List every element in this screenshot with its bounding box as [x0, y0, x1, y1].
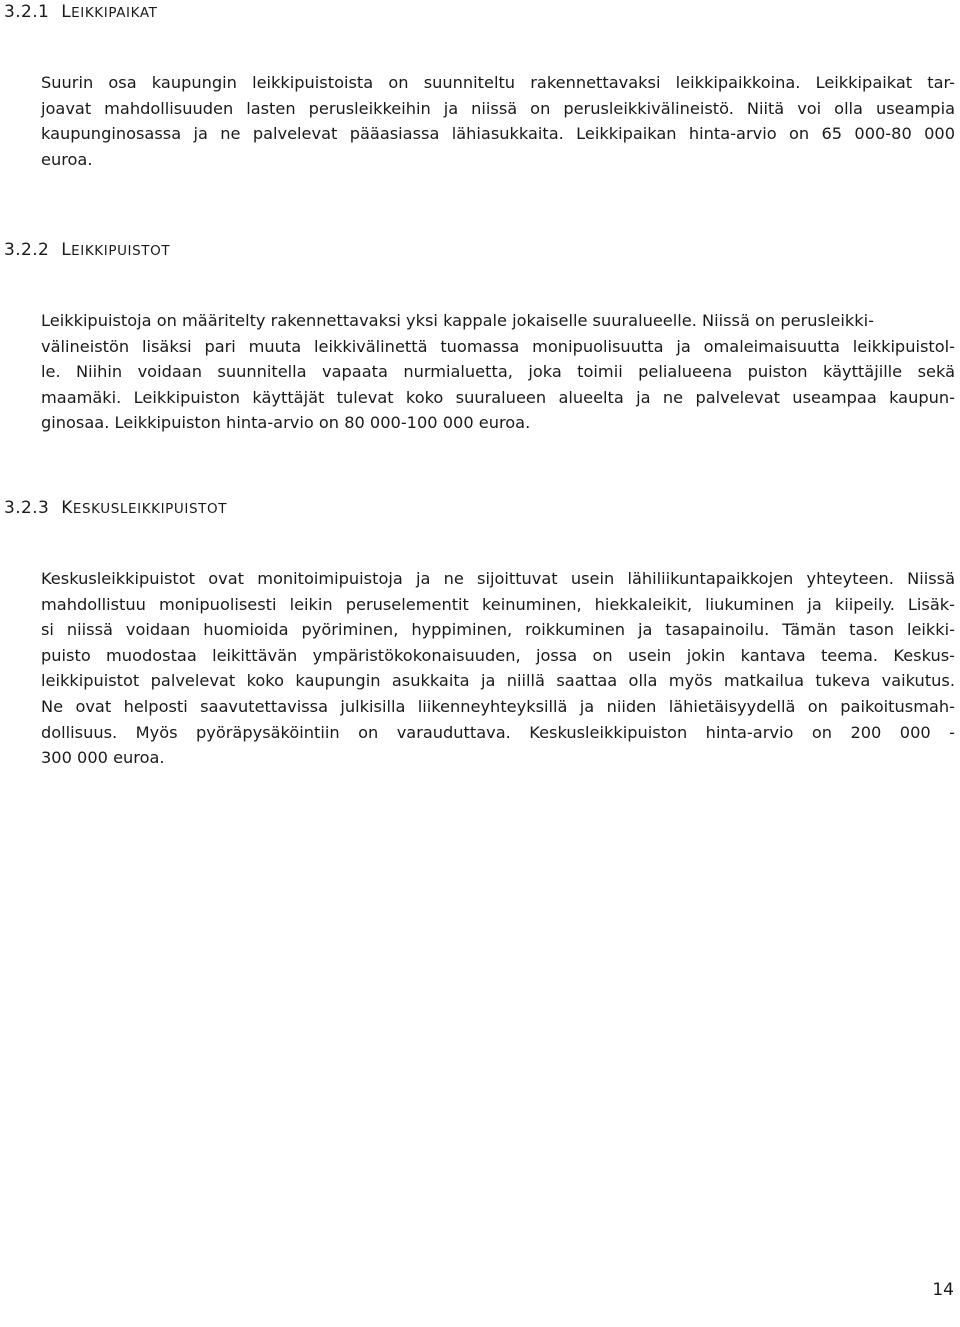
text-line: joavat mahdollisuuden lasten perusleikkeihin ja niissä on perusleikkivälineistö. Niitä voi olla useampia	[41, 98, 955, 118]
section-title-rest: EIKKIPAIKAT	[71, 5, 158, 21]
text-line: Ne ovat helposti saavutettavissa julkisilla liikenneyhteyksillä ja niiden lähietäisyydellä on paikoitusmah-	[41, 696, 955, 716]
section-number: 3.2.1	[4, 2, 50, 22]
text-line: leikkipuistot palvelevat koko kaupungin asukkaita ja niillä saattaa olla myös matkailua tukeva vaikutus.	[41, 671, 955, 691]
section-title-initial: L	[61, 240, 72, 260]
section-paragraph-leikkipaikat	[41, 70, 955, 172]
section-heading-leikkipuistot	[4, 240, 170, 260]
section-title-rest: EIKKIPUISTOT	[71, 243, 171, 259]
section-title-initial: K	[61, 498, 73, 518]
section-heading-leikkipaikat	[4, 2, 157, 22]
text-line: le. Niihin voidaan suunnitella vapaata nurmialuetta, joka toimii pelialueena puiston käyttäjille sekä	[41, 362, 955, 382]
text-line: dollisuus. Myös pyöräpysäköintiin on varauduttava. Keskusleikkipuiston hinta-arvio on 200 000 -	[41, 722, 955, 742]
text-line: mahdollistuu monipuolisesti leikin peruselementit keinuminen, hiekkaleikit, liukuminen ja kiipeily. Lisäk-	[41, 594, 955, 614]
text-line: ginosaa. Leikkipuiston hinta-arvio on 80 000-100 000 euroa.	[41, 413, 531, 433]
section-heading-keskusleikkipuistot	[4, 498, 227, 518]
text-line: maamäki. Leikkipuiston käyttäjät tulevat koko suuralueen alueelta ja ne palvelevat useampaa kaupun-	[41, 387, 955, 407]
section-paragraph-leikkipuistot	[41, 308, 955, 436]
text-line: kaupunginosassa ja ne palvelevat pääasiassa lähiasukkaita. Leikkipaikan hinta-arvio on 65 000-80 000	[41, 124, 955, 144]
section-title-rest: ESKUSLEIKKIPUISTOT	[72, 501, 228, 517]
text-line: Leikkipuistoja on määritelty rakennettavaksi yksi kappale jokaiselle suuralueelle. Niissä on perusleikki-	[41, 311, 874, 330]
section-number: 3.2.2	[4, 240, 50, 260]
section-number: 3.2.3	[4, 498, 50, 518]
text-line: Suurin osa kaupungin leikkipuistoista on suunniteltu rakennettavaksi leikkipaikkoina. Leikkipaikat tar-	[41, 73, 955, 92]
text-line: puisto muodostaa leikittävän ympäristökokonaisuuden, jossa on usein jokin kantava teema. Keskus-	[41, 645, 955, 665]
text-line: si niissä voidaan huomioida pyöriminen, hyppiminen, roikkuminen ja tasapainoilu. Tämän tason leikki-	[41, 620, 955, 640]
section-paragraph-keskusleikkipuistot	[41, 566, 955, 771]
text-line: 300 000 euroa.	[41, 748, 165, 768]
section-title-initial: L	[61, 2, 72, 22]
text-line: euroa.	[41, 149, 93, 169]
text-line: välineistön lisäksi pari muuta leikkivälinettä tuomassa monipuolisuutta ja omaleimaisuutta leikkipuistol-	[41, 336, 955, 356]
page-number: 14	[932, 1280, 954, 1300]
text-line: Keskusleikkipuistot ovat monitoimipuistoja ja ne sijoittuvat usein lähiliikuntapaikkojen yhteyteen. Niissä	[41, 569, 955, 588]
